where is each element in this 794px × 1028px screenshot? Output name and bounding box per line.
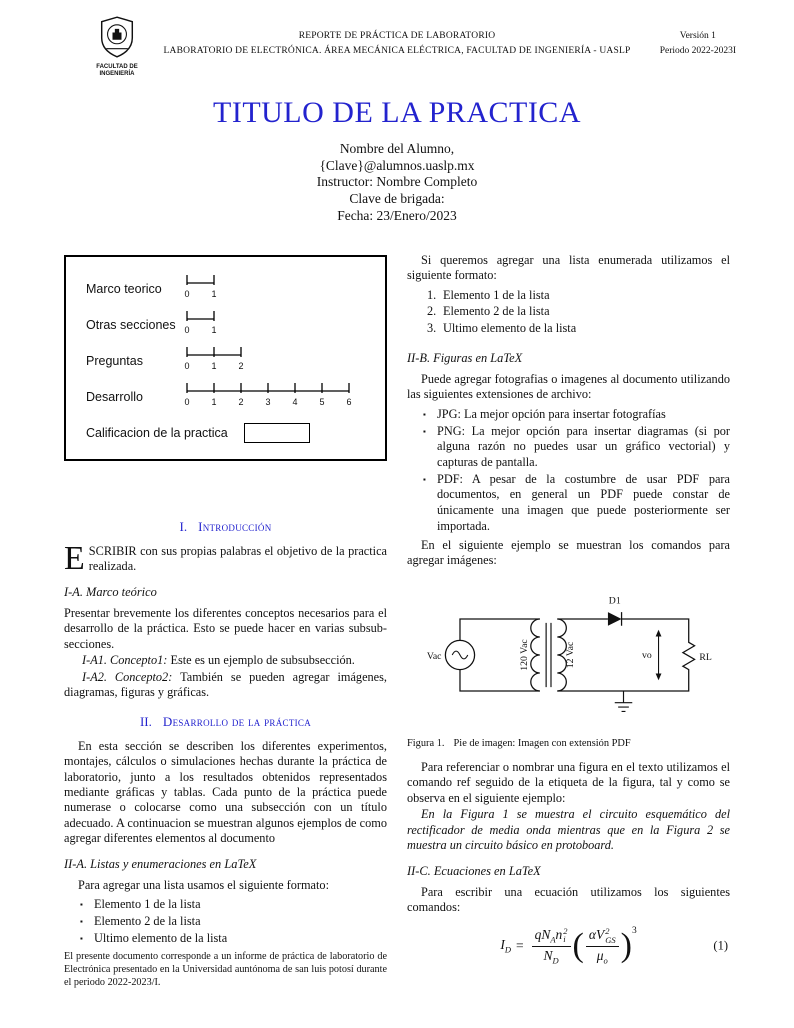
list-item <box>80 914 387 930</box>
intro-text: SCRIBIR con sus propias palabras el objetivo de la practica realizada. <box>88 543 387 574</box>
list-item <box>423 424 730 471</box>
intro-paragraph <box>64 539 387 577</box>
section-heading-introduccion <box>64 519 387 535</box>
list-item <box>427 321 730 337</box>
paragraph-figuras-intro: Puede agregar fotografias o imagenes al documento utilizando las siguientes extensiones de archivo: <box>407 371 730 402</box>
svg-text:1: 1 <box>211 361 217 372</box>
enum-number: 2. <box>427 304 437 319</box>
outer-exponent: 3 <box>631 926 637 937</box>
report-type-line: REPORTE DE PRÁCTICA DE LABORATORIO <box>298 31 496 41</box>
version-label: Versión 1 <box>679 31 716 41</box>
subsubsection-label: I-A2. Concepto2: <box>82 669 173 684</box>
subsubsection-text: Este es un ejemplo de subsubsección. <box>170 653 355 668</box>
list-item <box>427 304 730 320</box>
fraction-2: αV 2 GS $\mu_o$ <box>586 927 619 966</box>
bullet-icon: ▪ <box>423 426 426 436</box>
logo-caption-line2: INGENIERÍA <box>99 71 135 78</box>
svg-text:1: 1 <box>211 325 217 336</box>
equals-sign: = <box>515 938 524 954</box>
rubric-row <box>86 343 365 379</box>
rubric-scale <box>182 379 354 414</box>
paragraph-referencia-ejemplo: En la Figura 1 se muestra el circuito esquemático del rectificador de media onda mientras que en la Figura 2 se muestra un circuito básico en protoboard. <box>407 807 730 853</box>
rubric-figure <box>64 255 387 461</box>
svg-text:5: 5 <box>319 397 325 408</box>
author-email: {Clave}@alumnos.uaslp.mx <box>319 157 475 173</box>
paragraph-marco-teorico: Presentar brevemente los diferentes conceptos necesarios para el desarrollo de la práctica. Esto se puede hacer en varias subsub-secciones. <box>64 605 387 651</box>
subsection-heading-ecuaciones: II-C. Ecuaciones en LaTeX <box>407 863 541 878</box>
open-paren: ( <box>572 926 584 964</box>
rubric-scale <box>182 307 219 342</box>
list-item <box>423 472 730 535</box>
list-item <box>427 288 730 304</box>
header-title-block <box>162 29 632 58</box>
equation-number: (1) <box>713 938 728 953</box>
list-item-text: Elemento 2 de la lista <box>443 304 550 319</box>
svg-text:0: 0 <box>184 361 190 372</box>
right-column <box>407 253 730 1001</box>
list-item-text: Elemento 1 de la lista <box>94 897 201 912</box>
date-line: Fecha: 23/Enero/2023 <box>337 207 457 223</box>
bullet-icon: ▪ <box>80 933 83 943</box>
rubric-row <box>86 379 365 415</box>
list-item-text: PDF: A pesar de la costumbre de usar PDF para documentos, en general un PDF puede constar de únicamente una imagen que puede posteriormente ser importada. <box>437 471 730 533</box>
diode-icon <box>607 612 621 626</box>
bullet-icon: ▪ <box>423 409 426 419</box>
rubric-label: Desarrollo <box>86 389 143 404</box>
svg-text:3: 3 <box>265 397 271 408</box>
svg-text:1: 1 <box>211 397 217 408</box>
close-paren: ) <box>620 926 632 964</box>
svg-text:2: 2 <box>238 397 244 408</box>
figure-caption-text: Pie de imagen: Imagen con extensión PDF <box>453 737 631 749</box>
load-label: RL <box>698 651 712 663</box>
section-heading-desarrollo <box>64 714 387 730</box>
list-item-text: PNG: La mejor opción para insertar diagramas (si por alguna razón no puedes usar un gráfico vectorial) y capturas de pantalla. <box>437 423 730 470</box>
bullet-list-formats <box>423 406 730 536</box>
grade-row <box>86 417 365 449</box>
figure-caption-label: Figura 1. <box>407 737 445 749</box>
section-title: Introducción <box>198 518 272 534</box>
grade-label: Calificacion de la practica <box>86 425 228 440</box>
bullet-icon: ▪ <box>423 474 426 484</box>
svg-text:0: 0 <box>184 397 190 408</box>
paragraph-ecuacion-intro: Para escribir una ecuación utilizamos los siguientes comandos: <box>407 884 730 915</box>
circuit-figure <box>407 582 730 728</box>
equation-body: $I_D$ = $qN_An$ 2 i $N_D$ ( αV 2 GS $\mu_o$ ) 3 <box>500 925 637 966</box>
paragraph-desarrollo: En esta sección se describen los diferentes experimentos, montajes, cálculos o simulaciones hechas durante la práctica de laboratorio, junto a los resultados obtenidos representados mediante gráficas y tablas. Cada punto de la práctica puede numerase o colocarse como una subsección con un título adecuado. A continuacion se muestran algunos ejemplos de como agregar diferentes elementos al documento <box>64 738 387 846</box>
page-header <box>64 16 736 88</box>
subsubsection-label: I-A1. Concepto1: <box>82 653 168 668</box>
rubric-label: Marco teorico <box>86 281 162 296</box>
author-block <box>64 141 730 225</box>
rectifier-circuit-diagram <box>413 582 725 728</box>
equation-1 <box>407 927 730 966</box>
list-item-text: JPG: La mejor opción para insertar fotografías <box>437 406 666 421</box>
rubric-row <box>86 307 365 343</box>
rubric-label: Otras secciones <box>86 317 176 332</box>
fraction-1: $qN_An$ 2 i $N_D$ <box>532 927 571 966</box>
enum-number: 1. <box>427 287 437 302</box>
paragraph-lista-intro: Para agregar una lista usamos el siguiente formato: <box>78 877 329 892</box>
figure-caption <box>407 738 730 749</box>
svg-text:6: 6 <box>346 397 352 408</box>
secondary-voltage-label: 12 Vac <box>564 641 576 668</box>
rubric-scale <box>182 271 219 306</box>
list-item <box>423 407 730 423</box>
section-number: I. <box>179 518 188 534</box>
left-column <box>64 253 387 1001</box>
subsection-heading-marco-teorico: I-A. Marco teórico <box>64 584 157 599</box>
brigade-line: Clave de brigada: <box>349 191 445 207</box>
arrow-down-icon <box>655 673 661 680</box>
source-label: Vac <box>426 650 441 662</box>
rubric-scale <box>182 343 246 378</box>
instructor-line: Instructor: Nombre Completo <box>316 174 478 190</box>
laboratory-line: LABORATORIO DE ELECTRÓNICA. ÁREA MECÁNICA ELÉCTRICA, FACULTAD DE INGENIERÍA - UASLP <box>163 45 631 56</box>
primary-voltage-label: 120 Vac <box>518 638 530 671</box>
output-voltage-label: vo <box>641 649 652 661</box>
rubric-row <box>86 271 365 307</box>
two-column-body <box>64 253 730 1001</box>
list-item-text: Ultimo elemento de la lista <box>443 321 577 336</box>
footnote: El presente documento corresponde a un informe de práctica de laboratorio de Electrónica presentado en la Universidad auntónoma de san luis potosí durante el periodo 2022-2023/I. <box>64 950 387 989</box>
svg-text:4: 4 <box>292 397 298 408</box>
subsubsection-concepto1 <box>64 653 387 668</box>
svg-text:2: 2 <box>238 361 244 372</box>
svg-text:0: 0 <box>184 289 190 300</box>
faculty-crest-icon <box>99 16 135 58</box>
list-item-text: Elemento 1 de la lista <box>443 287 550 302</box>
svg-text:1: 1 <box>211 289 217 300</box>
bullet-icon: ▪ <box>80 917 83 927</box>
list-item-text: Elemento 2 de la lista <box>94 914 201 929</box>
period-label: Periodo 2022-2023I <box>659 45 736 56</box>
bullet-icon: ▪ <box>80 900 83 910</box>
subsection-heading-listas: II-A. Listas y enumeraciones en LaTeX <box>64 856 257 871</box>
enumerated-list <box>427 287 730 338</box>
subsubsection-concepto2 <box>64 670 387 701</box>
svg-text:0: 0 <box>184 325 190 336</box>
paragraph-enum-intro: Si queremos agregar una lista enumerada utilizamos el siguiente formato: <box>407 252 730 283</box>
subsection-heading-figuras: II-B. Figuras en LaTeX <box>407 350 523 365</box>
grade-input-box <box>244 423 310 443</box>
logo-caption <box>86 64 148 78</box>
subsubsection-text: También se pueden agregar imágenes, diagramas, figuras y gráficas. <box>64 669 388 700</box>
arrow-up-icon <box>655 629 661 636</box>
enum-number: 3. <box>427 321 437 336</box>
dropcap: E <box>64 539 85 577</box>
list-item-text: Ultimo elemento de la lista <box>94 930 228 945</box>
paragraph-referencia: Para referenciar o nombrar una figura en el texto utilizamos el comando ref seguido de la etiqueta de la figura, tal y como se observa en el siguiente ejemplo: <box>407 759 730 805</box>
paragraph-example-intro: En el siguiente ejemplo se muestran los comandos para agregar imágenes: <box>407 537 730 568</box>
section-number: II. <box>139 713 152 729</box>
list-item <box>80 931 387 947</box>
equation-lhs: I <box>500 937 505 953</box>
list-item <box>80 897 387 913</box>
rubric-label: Preguntas <box>86 353 143 368</box>
bullet-list <box>80 896 387 947</box>
header-version-block <box>660 29 736 58</box>
university-logo <box>86 16 148 78</box>
author-name: Nombre del Alumno, <box>339 141 455 156</box>
logo-caption-line1: FACULTAD DE <box>96 64 138 70</box>
diode-label: D1 <box>608 595 621 607</box>
page-title: TITULO DE LA PRACTICA <box>213 96 581 129</box>
section-title: Desarrollo de la práctica <box>162 713 312 729</box>
